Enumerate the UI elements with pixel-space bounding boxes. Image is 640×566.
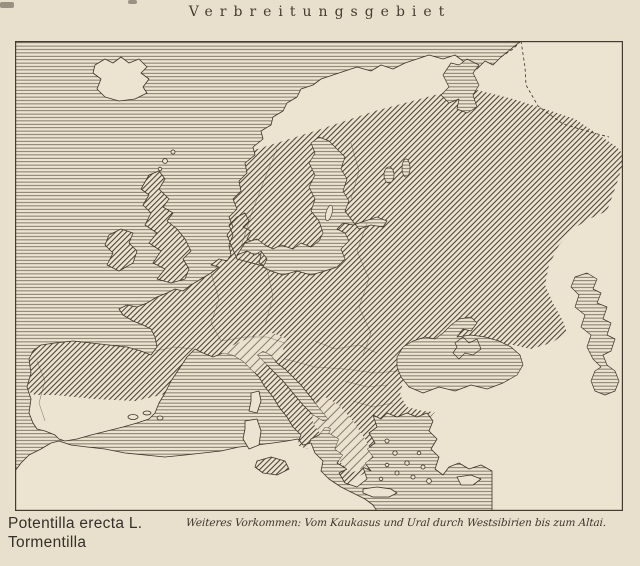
species-caption [8,514,142,552]
further-occurrence-note: Weiteres Vorkommen: Vom Kaukasus und Ural durch Westsibirien bis zum Altai. [185,517,607,529]
lake-onega [402,159,410,177]
species-name: Potentilla erecta L. [8,515,143,532]
species-synonym: Tormentilla [8,534,87,551]
europe-map-engraving [15,41,623,511]
lake-ladoga [384,167,394,183]
distribution-map [15,41,623,511]
map-title: Verbreitungsgebiet [188,4,452,20]
